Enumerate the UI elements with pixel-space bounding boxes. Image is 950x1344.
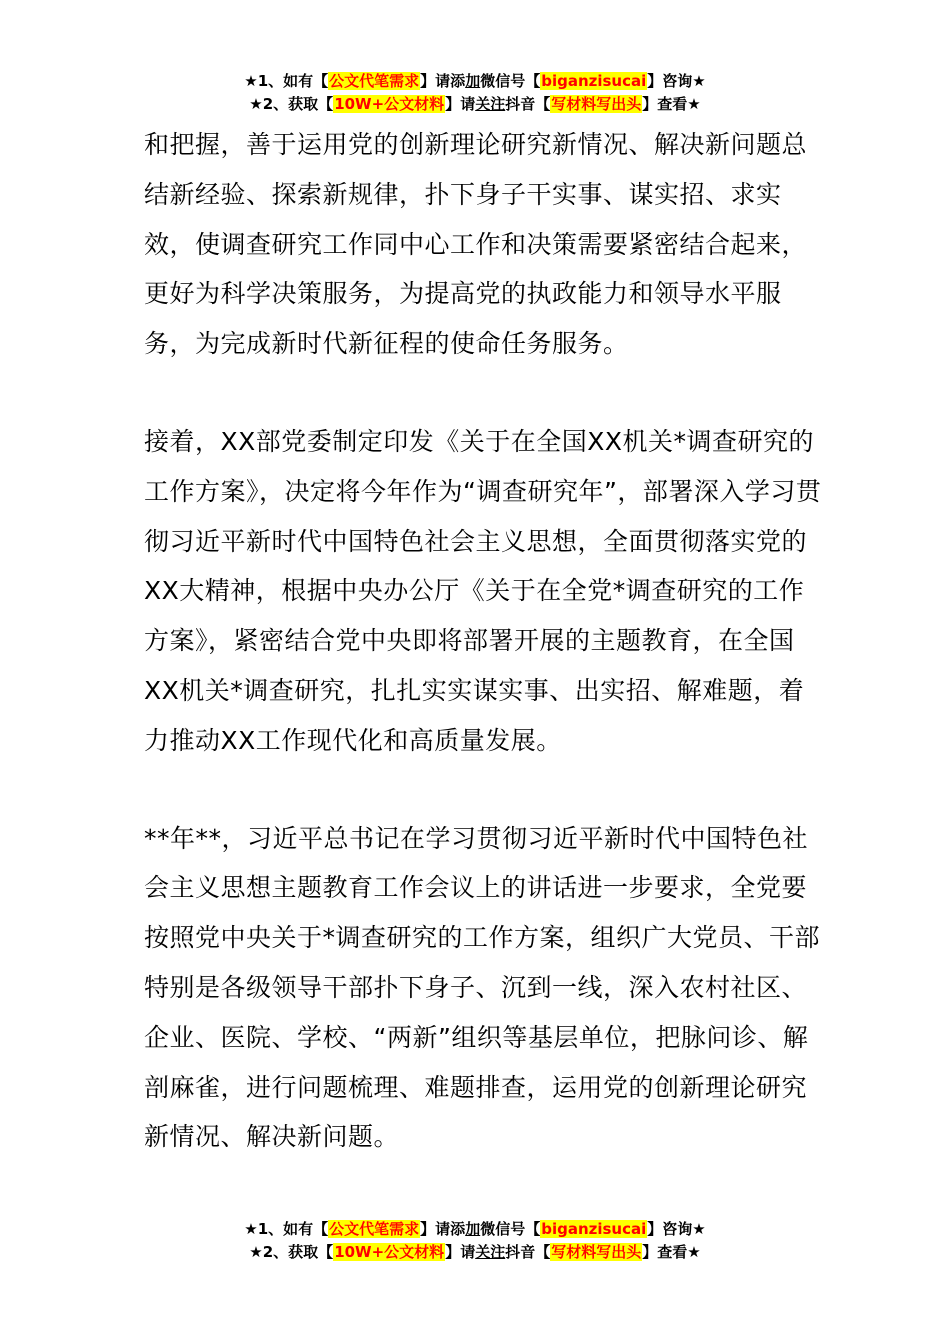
banner-line-1 (0, 70, 950, 93)
banner-underlined-text: 关注 (475, 95, 506, 113)
highlight-douyin-account: 写材料写出头 (551, 95, 642, 113)
paragraph-3: **年**，习近平总书记在学习贯彻习近平新时代中国特色社会主义思想主题教育工作会议上的讲话进一步要求，全党要按照党中央关于*调查研究的工作方案，组织广大党员、干部特别是各级领导干部扑下身子、沉到一线，深入农村社区、企业、医院、学校、“两新”组织等基层单位，把脉问诊、解剖麻雀，进行问题梳理、难题排查，运用党的创新理论研究新情况、解决新问题。 (144, 823, 821, 1152)
banner-underlined-text: 加 (465, 1220, 481, 1238)
banner-text: 抖音【 (505, 1243, 551, 1261)
banner-text: 】请添 (420, 1220, 466, 1238)
banner-text: ★2、获取【 (249, 95, 334, 113)
banner-text: 】请 (445, 1243, 476, 1261)
banner-text: 】请添 (420, 72, 466, 90)
banner-text: 】咨询★ (647, 72, 706, 90)
paragraph-spacer (144, 766, 824, 814)
banner-line-1 (0, 1218, 950, 1241)
highlight-service: 公文代笔需求 (329, 72, 420, 90)
banner-text: 】查看★ (642, 1243, 701, 1261)
document-body (144, 120, 824, 1162)
banner-text: 】查看★ (642, 95, 701, 113)
highlight-wechat-id: biganzisucai (541, 1220, 647, 1238)
highlight-wechat-id: biganzisucai (541, 72, 647, 90)
banner-text: ★1、如有【 (244, 72, 329, 90)
paragraph-2: 接着，XX部党委制定印发《关于在全国XX机关*调查研究的工作方案》，决定将今年作为“调查研究年”，部署深入学习贯彻习近平新时代中国特色社会主义思想，全面贯彻落实党的XX大精神，根据中央办公厅《关于在全党*调查研究的工作方案》，紧密结合党中央即将部署开展的主题教育，在全国XX机关*调查研究，扎扎实实谋实事、出实招、解难题，着力推动XX工作现代化和高质量发展。 (144, 426, 822, 755)
banner-text: ★2、获取【 (249, 1243, 334, 1261)
banner-text: 抖音【 (505, 95, 551, 113)
banner-line-2 (0, 93, 950, 116)
footer-banner (0, 1218, 950, 1264)
banner-text: 微信号【 (480, 1220, 541, 1238)
paragraph-1: 和把握，善于运用党的创新理论研究新情况、解决新问题总结新经验、探索新规律，扑下身子干实事、谋实招、求实效，使调查研究工作同中心工作和决策需要紧密结合起来，更好为科学决策服务，为提高党的执政能力和领导水平服务，为完成新时代新征程的使命任务服务。 (144, 130, 808, 359)
banner-line-2 (0, 1241, 950, 1264)
highlight-douyin-account: 写材料写出头 (551, 1243, 642, 1261)
highlight-materials: 10W+公文材料 (334, 95, 445, 113)
paragraph-spacer (144, 369, 824, 417)
header-banner (0, 70, 950, 116)
banner-text: ★1、如有【 (244, 1220, 329, 1238)
highlight-service: 公文代笔需求 (329, 1220, 420, 1238)
highlight-materials: 10W+公文材料 (334, 1243, 445, 1261)
banner-text: 】请 (445, 95, 476, 113)
banner-text: 】咨询★ (647, 1220, 706, 1238)
banner-underlined-text: 加 (465, 72, 481, 90)
banner-text: 微信号【 (480, 72, 541, 90)
banner-underlined-text: 关注 (475, 1243, 506, 1261)
